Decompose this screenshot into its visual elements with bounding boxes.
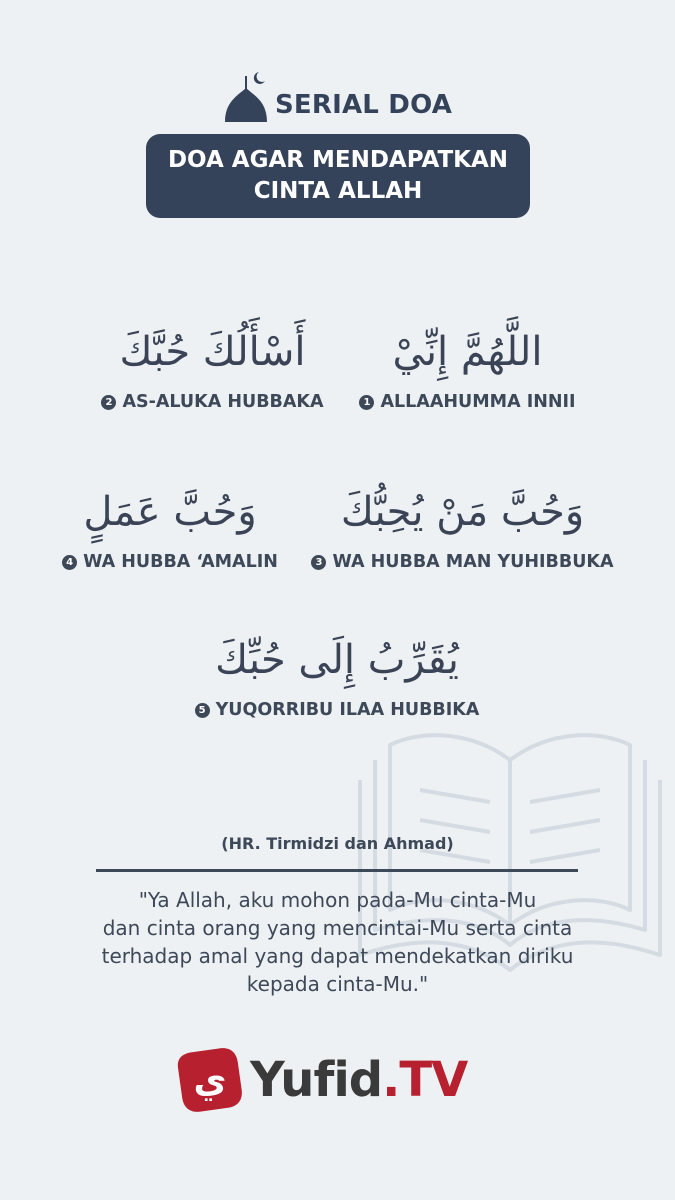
translation-line-1: "Ya Allah, aku mohon pada-Mu cinta-Mu [138,888,537,912]
serial-heading [223,68,452,124]
phrase-2-latin-row [101,392,323,412]
phrase-5-latin-row [195,700,480,720]
phrase-4-arabic: وَحُبَّ عَمَلٍ [83,489,257,535]
phrase-2-latin: AS-ALUKA HUBBAKA [122,392,324,412]
series-label: SERIAL DOA [274,90,453,120]
phrase-3-latin: WA HUBBA MAN YUHIBBUKA [332,552,614,572]
title-line-1: DOA AGAR MENDAPATKAN [167,147,509,173]
title-banner [146,134,530,218]
phrase-4-latin: WA HUBBA ‘AMALIN [83,552,278,572]
translation [40,886,635,998]
phrase-4-number-badge: 4 [62,555,77,570]
phrase-1-latin-row [359,392,575,412]
phrase-5-arabic: يُقَرِّبُ إِلَى حُبِّكَ [215,637,459,683]
translation-line-3: terhadap amal yang dapat mendekatkan diriku [101,944,574,968]
phrase-5-number-badge: 5 [195,703,210,718]
hadith-source: (HR. Tirmidzi dan Ahmad) [221,834,454,853]
brand-suffix: .TV [382,1052,468,1108]
phrase-4-latin-row [62,552,278,572]
phrase-3-latin-row [311,552,613,572]
phrase-2-arabic: أَسْأَلُكَ حُبَّكَ [119,329,306,375]
phrase-3-arabic: وَحُبَّ مَنْ يُحِبُّكَ [340,489,585,535]
phrase-2-number-badge: 2 [101,395,116,410]
yufid-tv-logo [176,1044,506,1116]
phrase-2 [90,322,335,412]
phrase-1 [345,322,590,412]
brand-wordmark [250,1052,467,1108]
phrase-5-latin: YUQORRIBU ILAA HUBBIKA [215,700,480,720]
header [0,68,675,128]
phrase-3 [310,482,615,572]
title-line-2: CINTA ALLAH [253,178,423,204]
phrase-1-number-badge: 1 [359,395,374,410]
phrase-5 [187,630,487,720]
yufid-play-logo-icon [176,1046,244,1114]
phrase-4 [55,482,285,572]
brand-name: Yufid [250,1052,383,1108]
mosque-dome-icon [223,68,269,124]
phrase-1-latin: ALLAAHUMMA INNII [380,392,576,412]
logo-glyph: ي [193,1060,227,1101]
translation-line-4: kepada cinta-Mu." [246,972,429,996]
translation-line-2: dan cinta orang yang mencintai-Mu serta cinta [102,916,573,940]
phrase-1-arabic: اللَّهُمَّ إِنِّيْ [392,329,543,375]
phrase-3-number-badge: 3 [311,555,326,570]
divider [96,869,578,872]
